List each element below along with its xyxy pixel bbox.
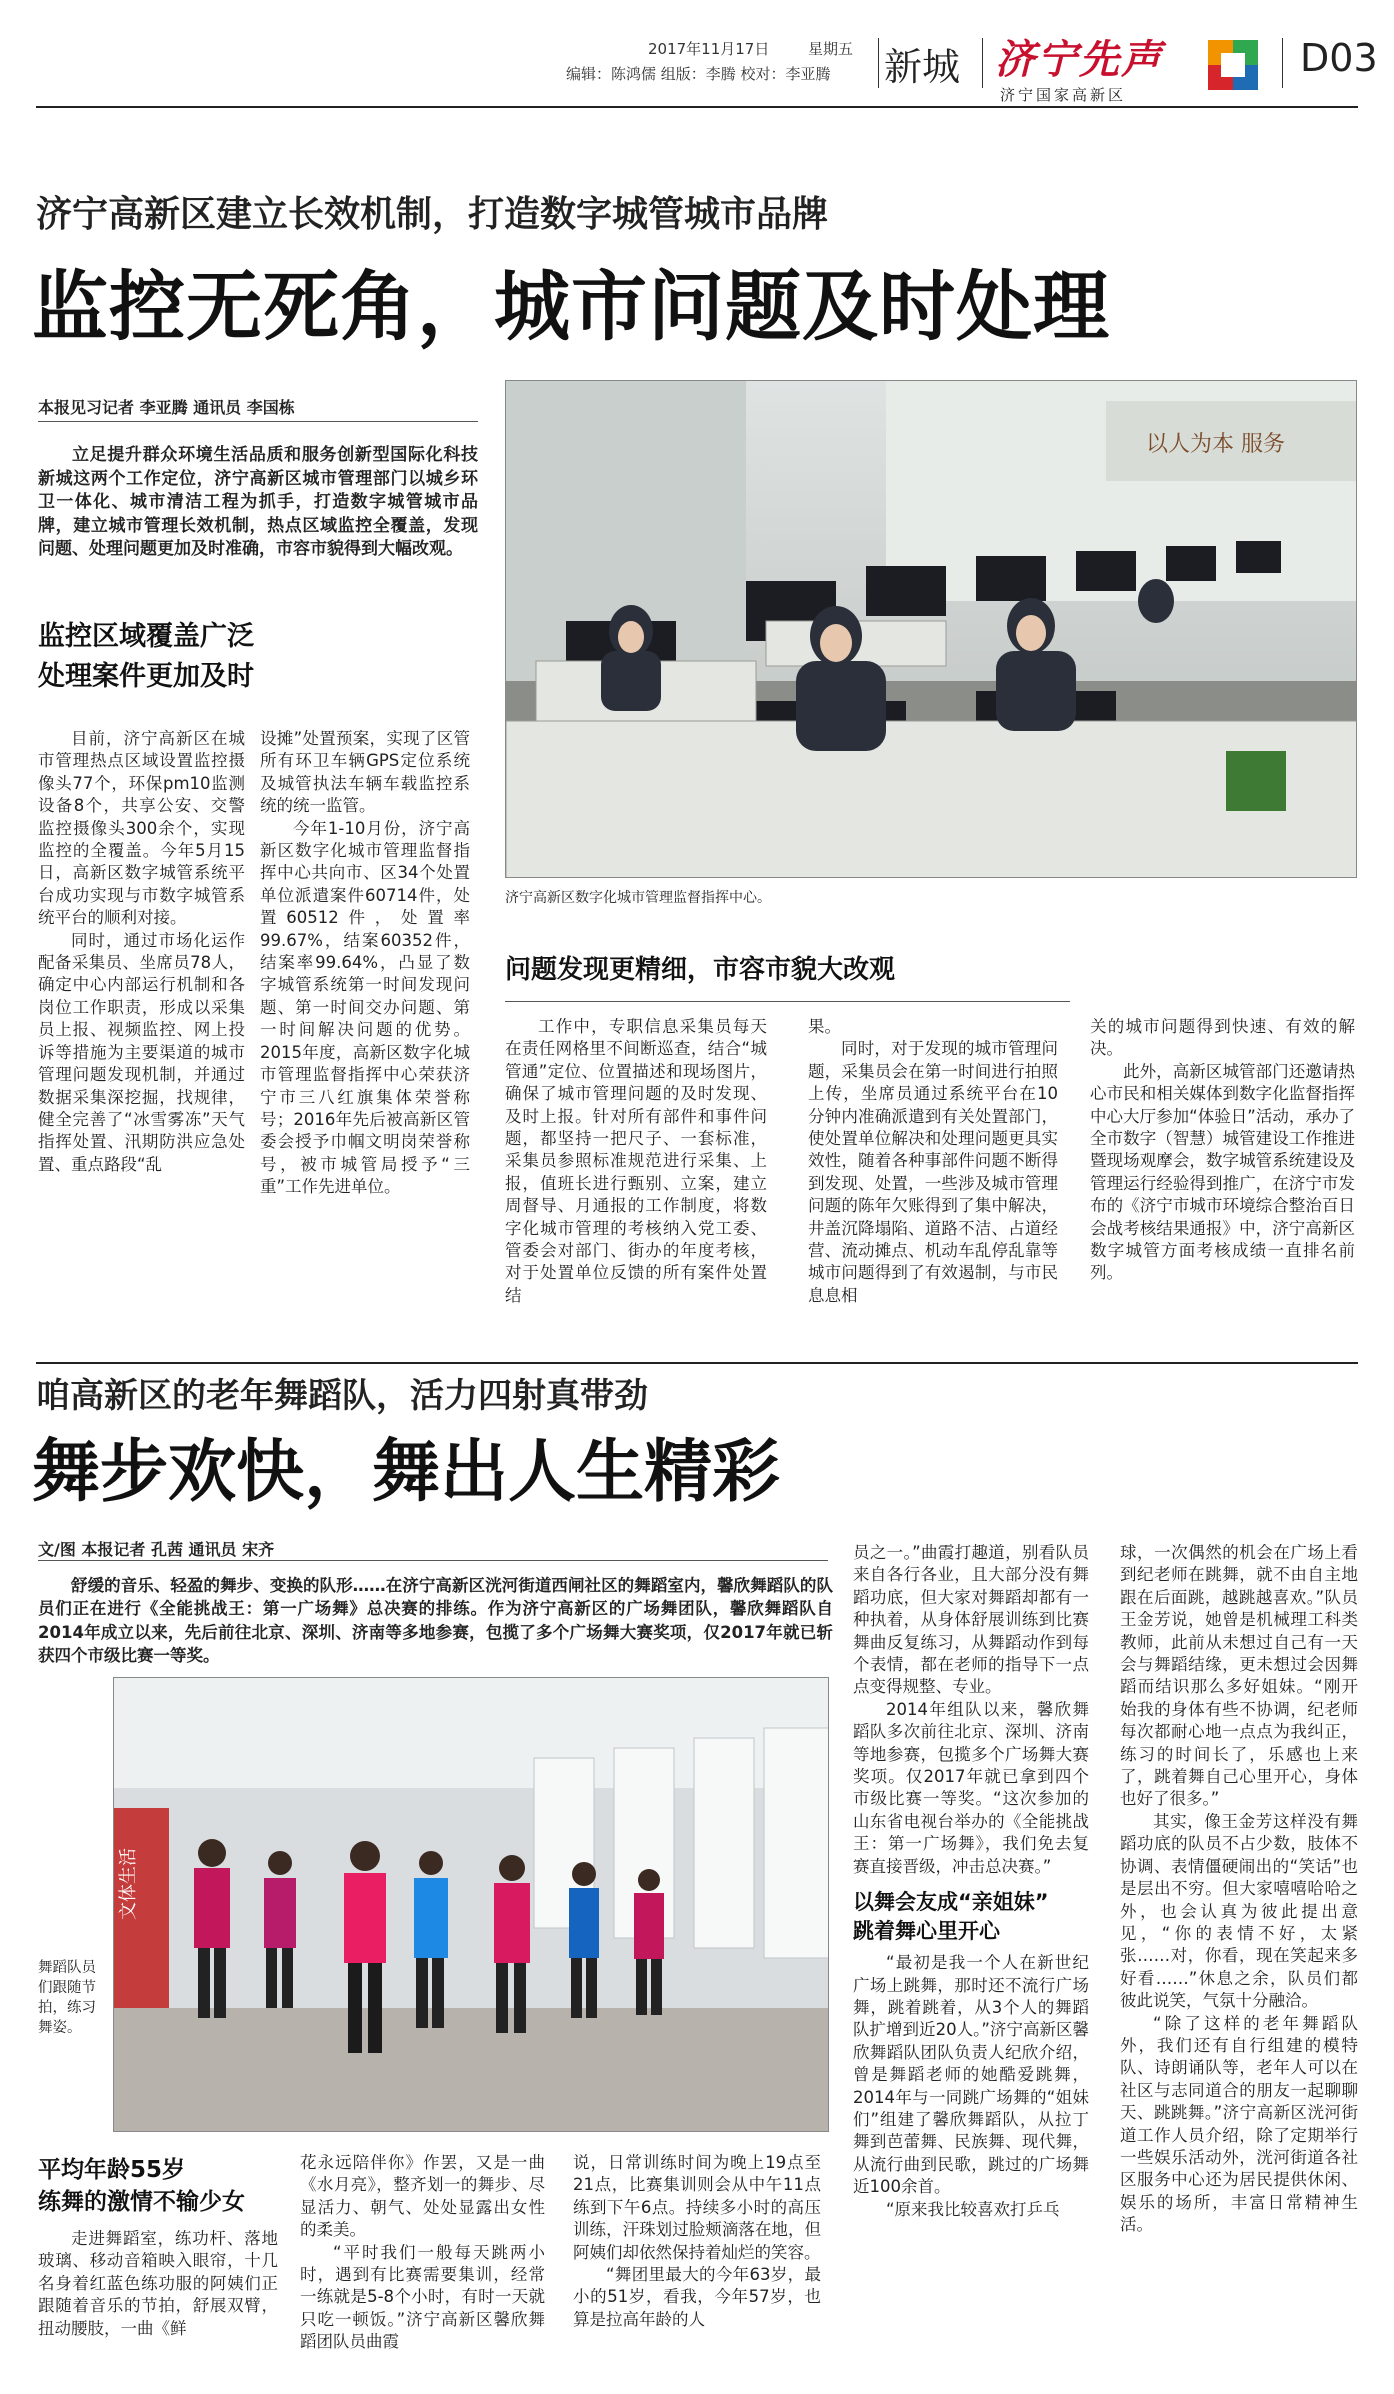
article2-col5-p1: 球，一次偶然的机会在广场上看到纪老师在跳舞，就不由自主地跟在后面跳，越跳越喜欢。”队员王金芳说，她曾是机械理工科类教师，此前从未想过自己有一天会与舞蹈结缘，更未想过会因舞蹈而结识那么多好姐妹。“刚开始我的身体有些不协调，纪老师每次都耐心地一点点为我纠正，练习的时间长了，乐感也上来了，跳着舞自己心里开心，身体也好了很多。”	[1120, 1543, 1358, 1809]
article1-subhead1-line2: 处理案件更加及时	[38, 661, 254, 692]
article1-col4-p1: 果。	[808, 1017, 841, 1036]
section-name: 新城	[884, 45, 961, 89]
article2-lead	[38, 1574, 833, 1674]
article2-subhead2-line2: 跳着舞心里开心	[853, 1919, 1000, 1944]
article2-subhead1-line2: 练舞的激情不输少女	[38, 2189, 245, 2215]
article2-subhead1	[38, 2154, 245, 2218]
article2-byline: 文/图 本报记者 孔茜 通讯员 宋齐	[38, 1540, 275, 1559]
article1-col3-p1: 工作中，专职信息采集员每天在责任网格里不间断巡查，结合“城管通”定位、位置描述和现场图片，确保了城市管理问题的及时发现、及时上报。针对所有部件和事件问题，都坚持一把尺子、一套标准，采集员参照标准规范进行采集、上报，值班长进行甄别、立案，建立周督导、月通报的工作制度，将数字化城市管理的考核纳入党工委、管委会对部门、街办的年度考核，对于处置单位反馈的所有案件处置结	[505, 1017, 767, 1305]
article1-col1-p1: 目前，济宁高新区在城市管理热点区域设置监控摄像头77个，环保pm10监测设备8个，共享公安、交警监控摄像头300余个，实现监控的全覆盖。今年5月15日，高新区数字城管系统平台成功实现与市数字城管系统平台的顺利对接。	[38, 729, 245, 928]
article1-lead-text: 立足提升群众环境生活品质和服务创新型国际化科技新城这两个工作定位，济宁高新区城市管理部门以城乡环卫一体化、城市清洁工程为抓手，打造数字城管城市品牌，建立城市管理长效机制，热点区域监控全覆盖，发现问题、处理问题更加及时准确，市容市貌得到大幅改观。	[38, 445, 478, 560]
article1-col5-p1: 关的城市问题得到快速、有效的解决。	[1090, 1017, 1355, 1059]
photo-wall-text: 以人为本 服务	[1146, 432, 1285, 457]
article1-byline: 本报见习记者 李亚腾 通讯员 李国栋	[38, 398, 295, 417]
article2-col2	[300, 2152, 545, 2388]
masthead-logo-icon	[1208, 40, 1258, 90]
masthead-weekday: 星期五	[808, 40, 854, 58]
masthead-editors: 编辑：陈鸿儒 组版：李腾 校对：李亚腾	[566, 65, 831, 83]
article1-photo-caption: 济宁高新区数字化城市管理监督指挥中心。	[505, 890, 771, 906]
article1-lead	[38, 444, 478, 614]
page-number: D03	[1300, 36, 1378, 80]
paper-name: 济宁先声	[995, 36, 1163, 83]
article1-col2	[260, 728, 470, 1358]
article1-subhead1-line1: 监控区域覆盖广泛	[38, 621, 254, 652]
article1-subhead2: 问题发现更精细，市容市貌大改观	[505, 955, 896, 985]
article2-col4-p1: 员之一。”曲霞打趣道，别看队员来自各行各业，且大部分没有舞蹈功底，但大家对舞蹈却都有一种执着，从身体舒展训练到比赛舞曲反复练习，从舞蹈动作到每个表情，都在老师的指导下一点点变得规整、专业。	[853, 1543, 1089, 1697]
article1-headline: 监控无死角，城市问题及时处理	[32, 262, 1110, 351]
article2-col4	[853, 1542, 1089, 2388]
article1-col2-p2: 今年1-10月份，济宁高新区数字化城市管理监督指挥中心共向市、区34个处置单位派遣案件60714件，处置60512件，处置率99.67%，结案60352件，结案率99.64%，凸显了数字城管系统第一时间发现问题、第一时间交办问题、第一时间解决问题的优势。2015年度，高新区数字化城市管理监督指挥中心荣获济宁市三八红旗集体荣誉称号；2016年先后被高新区管委会授予巾帼文明岗荣誉称号，被市城管局授予“三重”工作先进单位。	[260, 818, 470, 1197]
article1-col2-p1: 设摊”处置预案，实现了区管所有环卫车辆GPS定位系统及城管执法车辆车载监控系统的统一监管。	[260, 729, 470, 816]
article2-photo-caption: 舞蹈队员们跟随节拍，练习舞姿。	[38, 1960, 96, 2036]
control-center-photo	[505, 380, 1357, 878]
article2-col5-p3: “除了这样的老年舞蹈队外，我们还有自行组建的模特队、诗朗诵队等，老年人可以在社区与志同道合的朋友一起聊聊天、跳跳舞。”济宁高新区洸河街道工作人员介绍，除了定期举行一些娱乐活动外，洸河街道各社区服务中心还为居民提供休闲、娱乐的场所，丰富日常精神生活。	[1120, 2013, 1358, 2235]
article1-col1	[38, 728, 245, 1358]
article2-col2-p2: “平时我们一般每天跳两小时，遇到有比赛需要集训，经常一练就是5-8个小时，有时一天就只吃一顿饭。”济宁高新区馨欣舞蹈团队员曲霞	[300, 2242, 545, 2352]
masthead	[0, 0, 1394, 108]
article2-lead-text: 舒缓的音乐、轻盈的舞步、变换的队形……在济宁高新区洸河街道西闸社区的舞蹈室内，馨欣舞蹈队的队员们正在进行《全能挑战王：第一广场舞》总决赛的排练。作为济宁高新区的广场舞团队，馨欣舞蹈队自2014年成立以来，先后前往北京、深圳、济南等多地参赛，包揽了多个广场舞大赛奖项，仅2017年就已斩获四个市级比赛一等奖。	[38, 1576, 833, 1666]
article1-col4-p2: 同时，对于发现的城市管理问题，采集员会在第一时间进行拍照上传，坐席员通过系统平台在10分钟内准确派遣到有关处置部门，使处置单位解决和处理问题更具实效性，随着各种事部件问题不断得到发现、处置，一些涉及城市管理问题的陈年欠账得到了集中解决，井盖沉降塌陷、道路不洁、占道经营、流动摊点、机动车乱停乱靠等城市问题得到了有效遏制，与市民息息相	[808, 1039, 1058, 1305]
article2-col2-p1: 花永远陪伴你》作罢，又是一曲《水月亮》，整齐划一的舞步、尽显活力、朝气、处处显露出女性的柔美。	[300, 2153, 545, 2240]
paper-subtitle: 济宁国家高新区	[1000, 86, 1127, 104]
article1-col3	[505, 1016, 767, 1358]
article2-col3-p2: “舞团里最大的今年63岁，最小的51岁，看我，今年57岁，也算是拉高年龄的人	[573, 2265, 821, 2329]
photo-banner-text: 文体生活	[118, 1848, 139, 1920]
article2-col5-p2: 其实，像王金芳这样没有舞蹈功底的队员不占少数，肢体不协调、表情僵硬闹出的“笑话”也是层出不穷。但大家嘻嘻哈哈之外，也会认真为彼此提出意见，“你的表情不好，太紧张……对，你看，现在笑起来多好看……”休息之余，队员们都彼此说笑，气氛十分融洽。	[1120, 1811, 1358, 2011]
article2-subhead2-line1: 以舞会友成“亲姐妹”	[853, 1890, 1049, 1915]
dance-team-photo	[113, 1677, 829, 2132]
article1-col4	[808, 1016, 1058, 1358]
article2-kicker: 咱高新区的老年舞蹈队，活力四射真带劲	[36, 1376, 648, 1416]
article2-col3-p1: 说，日常训练时间为晚上19点至21点，比赛集训则会从中午11点练到下午6点。持续多小时的高压训练，汗珠划过脸颊滴落在地，但阿姨们却依然保持着灿烂的笑容。	[573, 2153, 821, 2262]
article2-col4-p3: “最初是我一个人在新世纪广场上跳舞，那时还不流行广场舞，跳着跳着，从3个人的舞蹈队扩增到近20人。”济宁高新区馨欣舞蹈队团队负责人纪欣介绍，曾是舞蹈老师的她酷爱跳舞，2014年与一同跳广场舞的“姐妹们”组建了馨欣舞蹈队，从拉丁舞到芭蕾舞、民族舞、现代舞，从流行曲到民歌，跳过的广场舞近100余首。	[853, 1953, 1089, 2197]
article2-subhead1-line1: 平均年龄55岁	[38, 2157, 186, 2183]
article2-col5	[1120, 1542, 1358, 2388]
masthead-date: 2017年11月17日	[648, 40, 770, 58]
article2-headline: 舞步欢快，舞出人生精彩	[32, 1433, 781, 1512]
article2-col1	[38, 2228, 278, 2388]
article1-col5-p2: 此外，高新区城管部门还邀请热心市民和相关媒体到数字化监督指挥中心大厅参加“体验日”活动，承办了全市数字（智慧）城管建设工作推进暨现场观摩会，数字城管系统建设及管理运行经验得到推广，在济宁市发布的《济宁市城市环境综合整治百日会战考核结果通报》中，济宁高新区数字城管方面考核成绩一直排名前列。	[1090, 1061, 1355, 1283]
article1-subhead1	[38, 617, 254, 697]
article1-kicker: 济宁高新区建立长效机制，打造数字城管城市品牌	[36, 194, 829, 235]
article1-col5	[1090, 1016, 1355, 1358]
article2-col4-p2: 2014年组队以来，馨欣舞蹈队多次前往北京、深圳、济南等地参赛，包揽多个广场舞大赛奖项。仅2017年就已拿到四个市级比赛一等奖。“这次参加的山东省电视台举办的《全能挑战王：第一广场舞》，我们免去复赛直接晋级，冲击总决赛。”	[853, 1699, 1089, 1876]
article1-col1-p2: 同时，通过市场化运作配备采集员、坐席员78人，确定中心内部运行机制和各岗位工作职责，形成以采集员上报、视频监控、网上投诉等措施为主要渠道的城市管理问题发现机制，并通过数据采集深挖掘，找规律，健全完善了“冰雪雾冻”天气指挥处置、汛期防洪应急处置、重点路段“乱	[38, 930, 245, 1174]
article2-col1-p1: 走进舞蹈室，练功杆、落地玻璃、移动音箱映入眼帘，十几名身着红蓝色练功服的阿姨们正跟随着音乐的节拍，舒展双臂，扭动腰肢，一曲《鲜	[38, 2229, 278, 2338]
article2-col3	[573, 2152, 821, 2388]
article2-col4-p4: “原来我比较喜欢打乒乓	[886, 2199, 1060, 2219]
article2-subhead2	[853, 1888, 1089, 1946]
